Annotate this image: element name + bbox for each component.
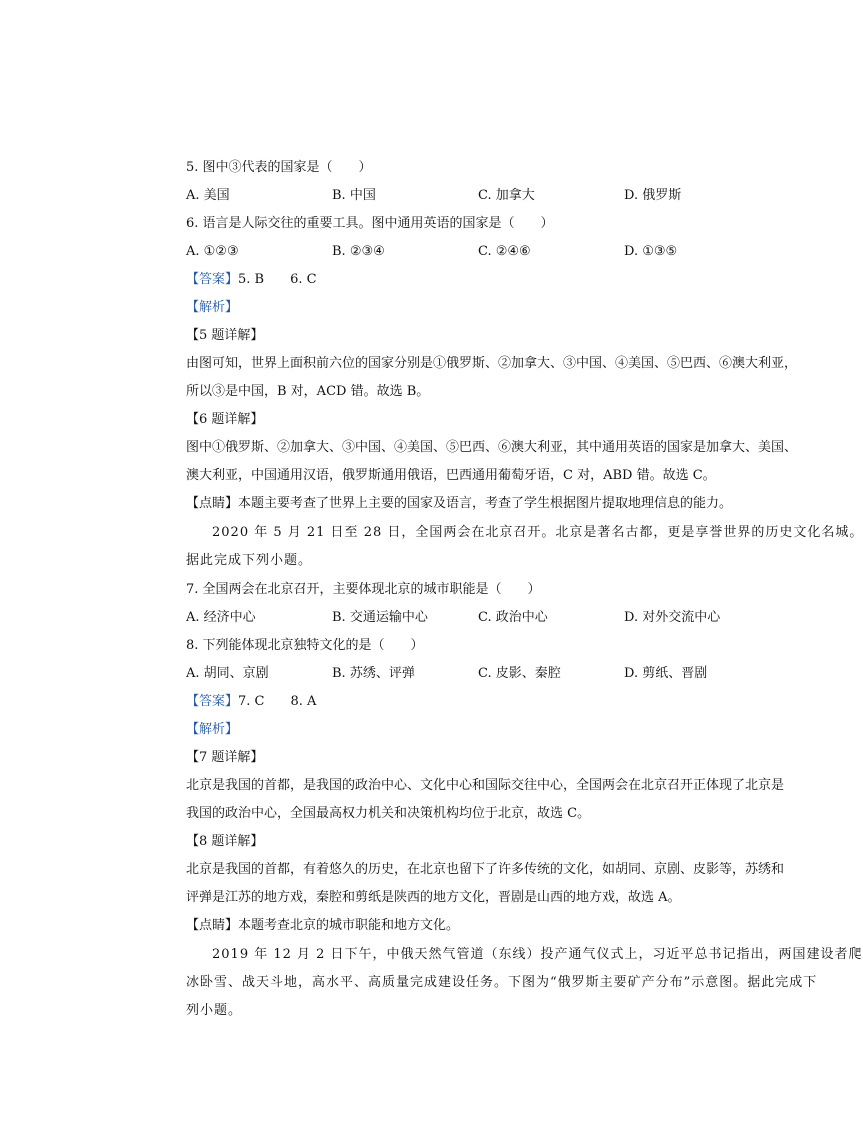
intro-3-line-1: 2019 年 12 月 2 日下午，中俄天然气管道（东线）投产通气仪式上，习近平总书记指出，两国建设者爬 <box>212 947 863 962</box>
detail-7-line-1: 北京是我国的首都，是我国的政治中心、文化中心和国际交往中心，全国两会在北京召开正体现了北京是 <box>186 778 785 793</box>
intro-2-line-2: 据此完成下列小题。 <box>186 553 313 568</box>
detail-8-line-1: 北京是我国的首都，有着悠久的历史，在北京也留下了许多传统的文化，如胡同、京剧、皮影等，苏绣和 <box>186 862 785 877</box>
q5-option-a: A. 美国 <box>186 188 230 203</box>
detail-6-line-2: 澳大利亚，中国通用汉语，俄罗斯通用俄语，巴西通用葡萄牙语，C 对，ABD 错。故选 C。 <box>186 468 716 483</box>
q8-option-d: D. 剪纸、晋剧 <box>624 666 708 681</box>
answer-tag: 【答案】 <box>186 272 239 287</box>
detail-5-line-1: 由图可知，世界上面积前六位的国家分别是①俄罗斯、②加拿大、③中国、④美国、⑤巴西、⑥澳大利亚， <box>186 356 798 371</box>
detail-6-title: 【6 题详解】 <box>186 412 264 427</box>
detail-6-line-1: 图中①俄罗斯、②加拿大、③中国、④美国、⑤巴西、⑥澳大利亚，其中通用英语的国家是加拿大、美国、 <box>186 440 798 455</box>
q6-option-a: A. ①②③ <box>186 244 239 259</box>
q8-option-b: B. 苏绣、评弹 <box>332 666 415 681</box>
q5-option-d: D. 俄罗斯 <box>624 188 682 203</box>
q7-option-a: A. 经济中心 <box>186 610 256 625</box>
q5-option-b: B. 中国 <box>332 188 376 203</box>
analysis-tag: 【解析】 <box>186 722 239 737</box>
comment-1: 【点睛】本题主要考查了世界上主要的国家及语言，考查了学生根据图片提取地理信息的能力。 <box>186 496 733 511</box>
answer-text: 5. B 6. C <box>238 272 317 287</box>
q8-option-a: A. 胡同、京剧 <box>186 666 269 681</box>
answer-tag: 【答案】 <box>186 694 239 709</box>
question-6-stem: 6. 语言是人际交往的重要工具。图中通用英语的国家是（ ） <box>186 216 554 231</box>
detail-5-title: 【5 题详解】 <box>186 328 264 343</box>
q5-option-c: C. 加拿大 <box>478 188 535 203</box>
comment-2: 【点睛】本题考查北京的城市职能和地方文化。 <box>186 918 460 933</box>
detail-7-title: 【7 题详解】 <box>186 750 264 765</box>
q6-option-d: D. ①③⑤ <box>624 244 678 259</box>
analysis-tag: 【解析】 <box>186 300 239 315</box>
answer-line-1 <box>186 270 317 290</box>
q6-option-c: C. ②④⑥ <box>478 244 531 259</box>
intro-2-line-1: 2020 年 5 月 21 日至 28 日，全国两会在北京召开。北京是著名古都，更是享誉世界的历史文化名城。 <box>212 525 863 540</box>
detail-5-line-2: 所以③是中国，B 对，ACD 错。故选 B。 <box>186 384 430 399</box>
q7-option-c: C. 政治中心 <box>478 610 548 625</box>
detail-8-line-2: 评弹是江苏的地方戏，秦腔和剪纸是陕西的地方文化，晋剧是山西的地方戏，故选 A。 <box>186 890 681 905</box>
q7-option-b: B. 交通运输中心 <box>332 610 428 625</box>
q7-option-d: D. 对外交流中心 <box>624 610 721 625</box>
intro-3-line-2: 冰卧雪、战天斗地，高水平、高质量完成建设任务。下图为“俄罗斯主要矿产分布”示意图。据此完成下 <box>186 975 818 990</box>
detail-7-line-2: 我国的政治中心，全国最高权力机关和决策机构均位于北京，故选 C。 <box>186 806 591 821</box>
q8-option-c: C. 皮影、秦腔 <box>478 666 561 681</box>
intro-3-line-3: 列小题。 <box>186 1003 243 1018</box>
q6-option-b: B. ②③④ <box>332 244 385 259</box>
answer-text: 7. C 8. A <box>238 694 317 709</box>
answer-line-2 <box>186 692 316 712</box>
question-8-stem: 8. 下列能体现北京独特文化的是（ ） <box>186 638 424 653</box>
detail-8-title: 【8 题详解】 <box>186 834 264 849</box>
question-7-stem: 7. 全国两会在北京召开，主要体现北京的城市职能是（ ） <box>186 582 541 597</box>
question-5-stem: 5. 图中③代表的国家是（ ） <box>186 160 372 175</box>
